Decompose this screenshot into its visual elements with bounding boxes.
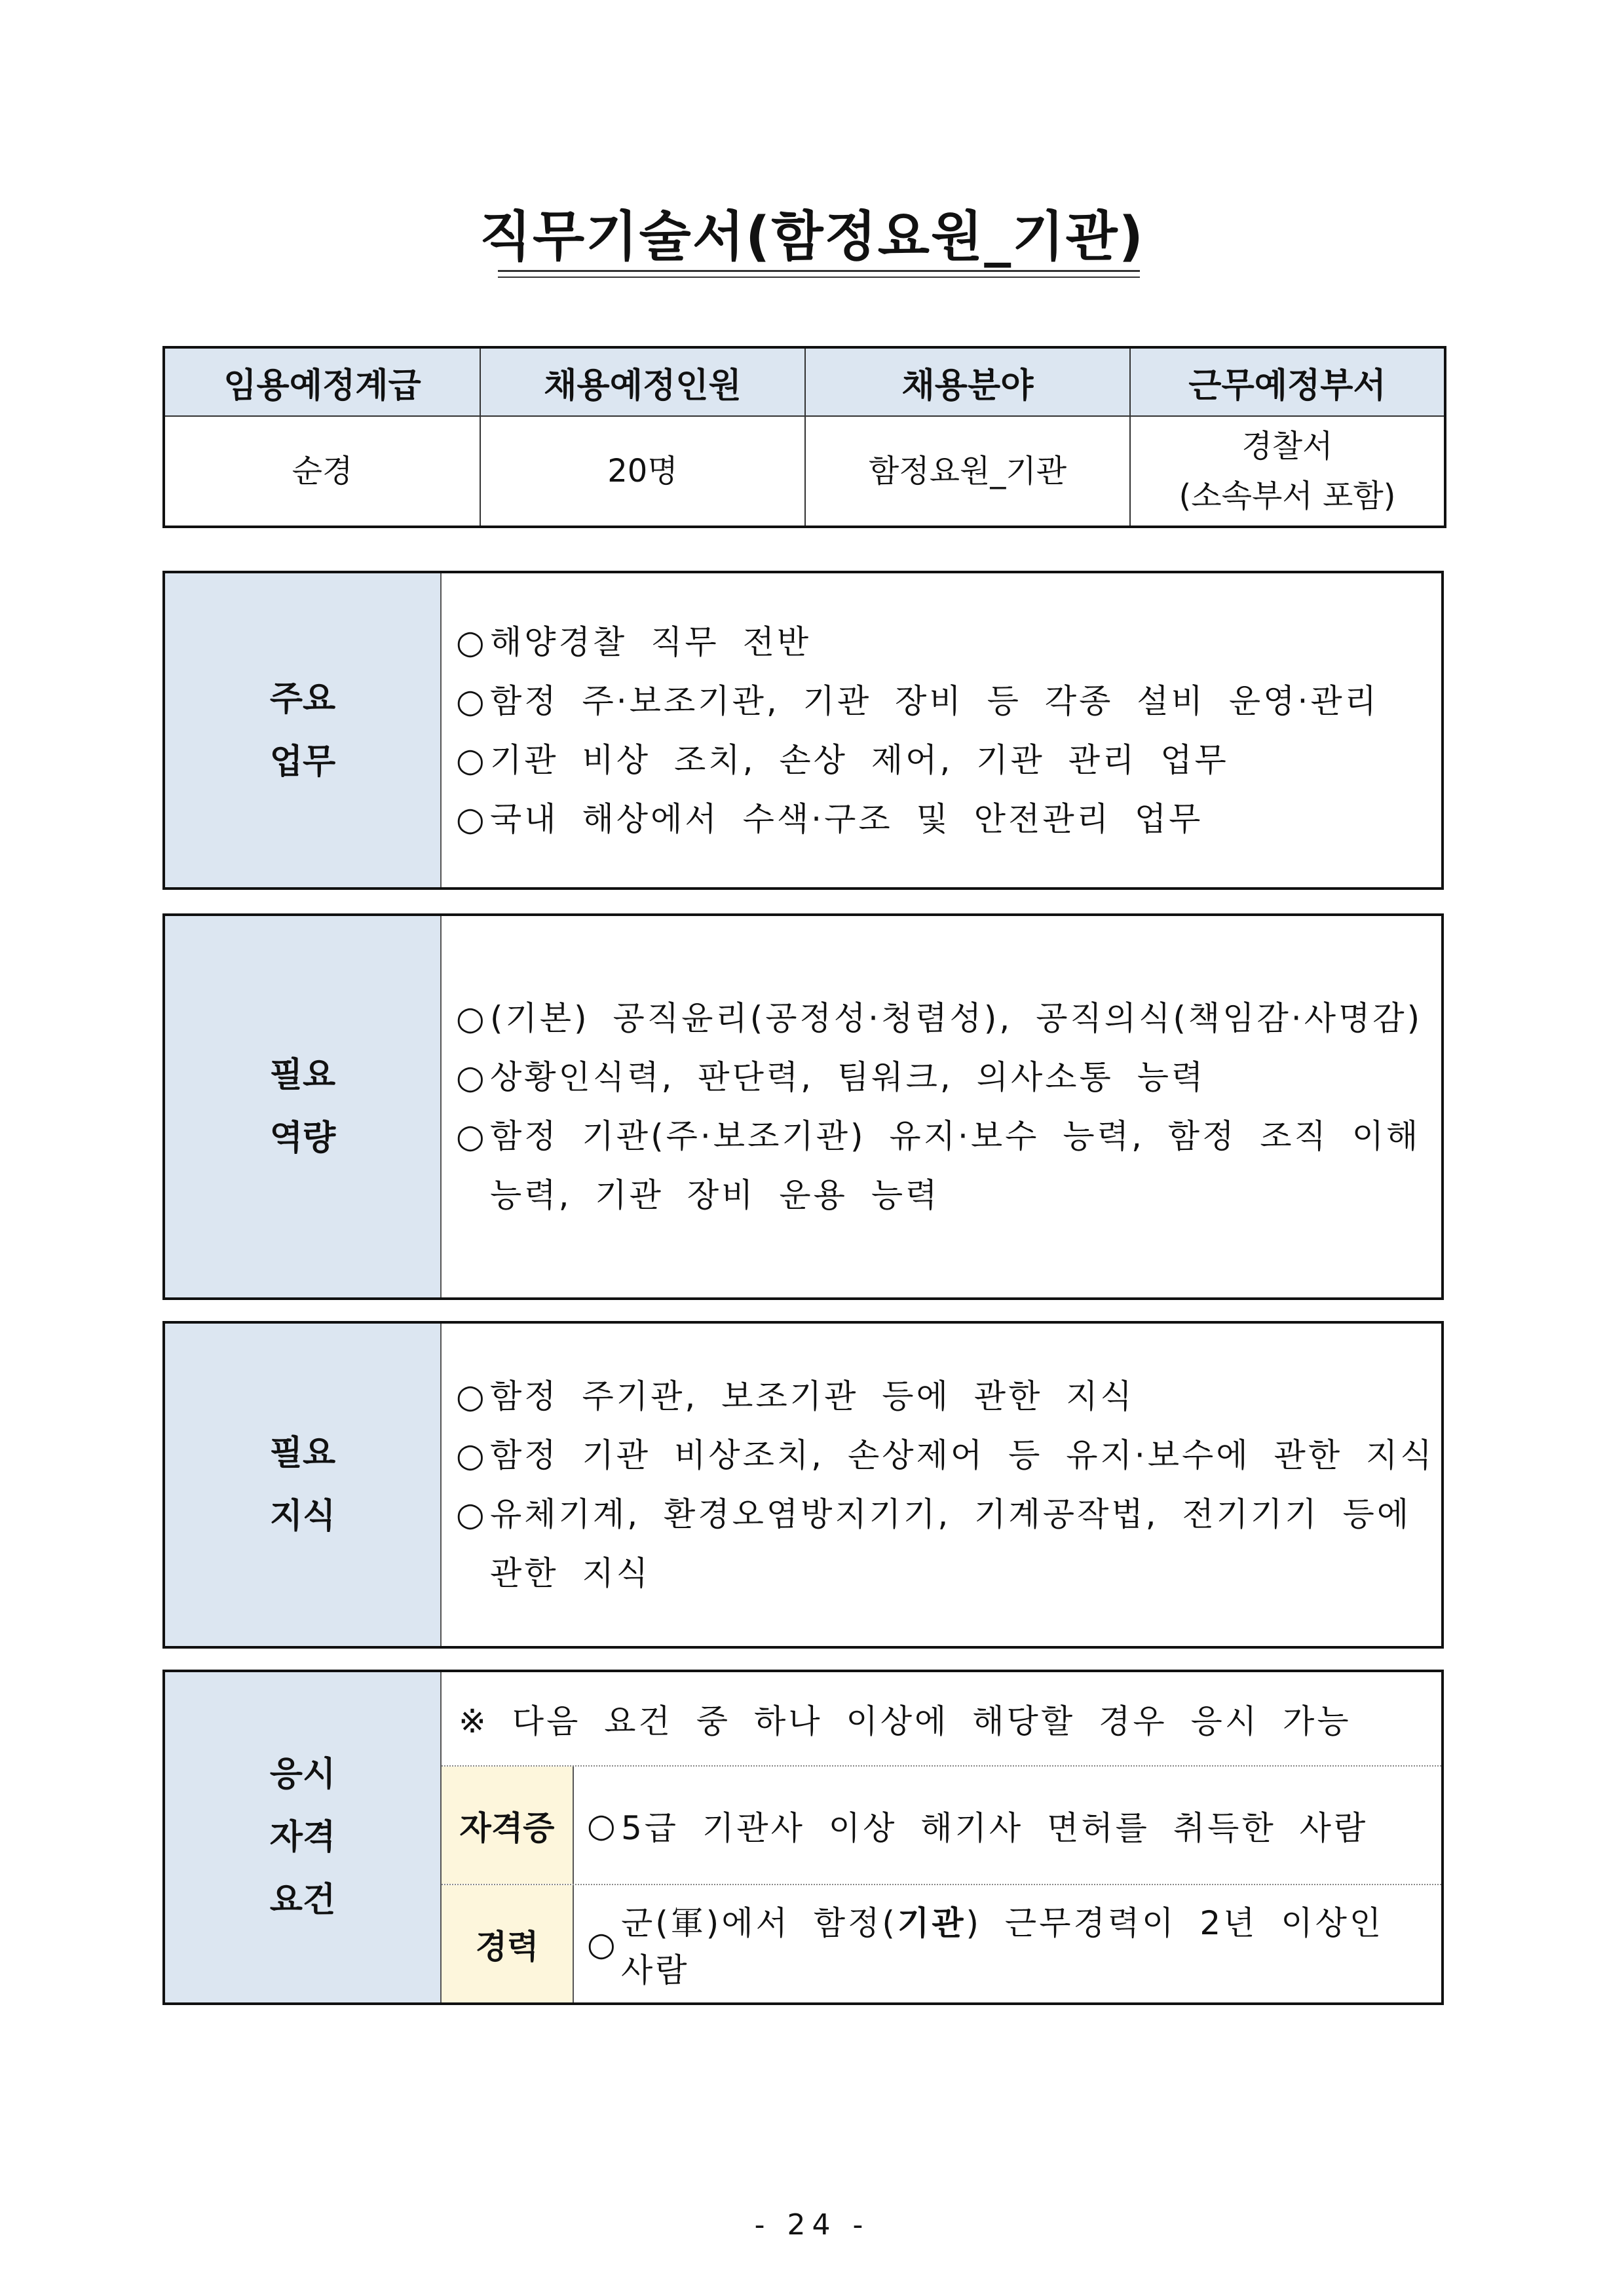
list-item xyxy=(456,613,1436,672)
value-rank: 순경 xyxy=(164,416,480,527)
item-text: 해양경찰 직무 전반 xyxy=(490,622,812,661)
qualifications-section xyxy=(162,1670,1444,2005)
list-item xyxy=(456,1107,1436,1225)
main-duties-section xyxy=(162,571,1444,890)
qualification-text xyxy=(574,1767,1441,1884)
qualification-text-value xyxy=(621,1897,1441,1991)
item-text: 기관 비상 조치, 손상 제어, 기관 관리 업무 xyxy=(490,740,1229,779)
heading-line: 필요 xyxy=(269,1056,336,1095)
department-note: (소속부서 포함) xyxy=(1179,478,1396,514)
bullet-icon: ○ xyxy=(456,1436,487,1474)
item-text: 상황인식력, 판단력, 팀워크, 의사소통 능력 xyxy=(490,1058,1206,1096)
item-text: 함정 주기관, 보조기관 등에 관한 지식 xyxy=(490,1377,1135,1415)
heading-line: 응시 xyxy=(269,1755,336,1794)
main-duties-list xyxy=(442,573,1441,887)
info-header-row xyxy=(164,347,1445,416)
bullet-icon: ○ xyxy=(456,799,487,838)
header-field: 채용분야 xyxy=(805,347,1130,416)
bullet-icon: ○ xyxy=(456,622,487,661)
competencies-section xyxy=(162,913,1444,1300)
page-number: - 24 - xyxy=(754,2208,870,2242)
competencies-list xyxy=(442,916,1441,1297)
bullet-icon: ○ xyxy=(456,740,487,779)
item-text: 국내 해상에서 수색·구조 및 안전관리 업무 xyxy=(490,799,1203,838)
heading-line: 주요 xyxy=(269,679,336,719)
qualification-label: 경력 xyxy=(442,1885,574,2002)
bullet-icon: ○ xyxy=(456,1495,487,1533)
bullet-icon: ○ xyxy=(456,1058,487,1096)
career-text-after: ) 근무경력이 2년 이상인 사람 xyxy=(621,1904,1384,1989)
header-headcount: 채용예정인원 xyxy=(480,347,805,416)
main-duties-heading xyxy=(165,573,442,887)
competencies-heading xyxy=(165,916,442,1297)
value-department xyxy=(1130,416,1445,527)
knowledge-list xyxy=(442,1324,1441,1646)
bullet-icon: ○ xyxy=(587,1924,618,1963)
knowledge-heading xyxy=(165,1324,442,1646)
heading-line: 필요 xyxy=(269,1434,336,1473)
item-text: (기본) 공직윤리(공정성·청렴성), 공직의식(책임감·사명감) xyxy=(490,999,1423,1037)
heading-line: 자격 xyxy=(269,1818,336,1857)
bullet-icon: ○ xyxy=(587,1806,618,1845)
info-table xyxy=(162,346,1446,528)
item-text: 함정 주·보조기관, 기관 장비 등 각종 설비 운영·관리 xyxy=(490,681,1379,720)
list-item xyxy=(456,1367,1436,1426)
qualification-row-career xyxy=(442,1884,1441,2002)
value-headcount: 20명 xyxy=(480,416,805,527)
list-item xyxy=(456,731,1436,790)
list-item xyxy=(456,989,1436,1048)
qualification-text-value: 5급 기관사 이상 해기사 면허를 취득한 사람 xyxy=(621,1808,1369,1847)
item-text: 함정 기관(주·보조기관) 유지·보수 능력, 함정 조직 이해능력, 기관 장비 운용 능력 xyxy=(490,1117,1421,1214)
qualification-row-license xyxy=(442,1767,1441,1884)
qualifications-heading xyxy=(165,1672,442,2002)
list-item xyxy=(456,790,1436,849)
item-text: 함정 기관 비상조치, 손상제어 등 유지·보수에 관한 지식 xyxy=(490,1436,1435,1474)
list-item xyxy=(456,1048,1436,1107)
bullet-icon: ○ xyxy=(456,1117,487,1155)
page-title: 직무기술서(함정요원_기관) xyxy=(479,206,1145,268)
header-department: 근무예정부서 xyxy=(1130,347,1445,416)
info-value-row xyxy=(164,416,1445,527)
list-item xyxy=(456,1426,1436,1485)
value-field: 함정요원_기관 xyxy=(805,416,1130,527)
career-text-bold: 기관 xyxy=(897,1904,966,1942)
qualification-label: 자격증 xyxy=(442,1767,574,1884)
header-rank: 임용예정계급 xyxy=(164,347,480,416)
heading-line: 요건 xyxy=(269,1881,336,1920)
heading-line: 업무 xyxy=(269,742,336,782)
qualifications-body xyxy=(442,1672,1441,2002)
bullet-icon: ○ xyxy=(456,1377,487,1415)
item-text: 유체기계, 환경오염방지기기, 기계공작법, 전기기기 등에 관한 지식 xyxy=(490,1495,1412,1592)
list-item xyxy=(456,1485,1436,1603)
list-item xyxy=(456,672,1436,731)
bullet-icon: ○ xyxy=(456,999,487,1037)
heading-line: 역량 xyxy=(269,1119,336,1158)
bullet-icon: ○ xyxy=(456,681,487,720)
qualification-text xyxy=(574,1885,1441,2002)
heading-line: 지식 xyxy=(269,1497,336,1536)
department-name: 경찰서 xyxy=(1241,428,1333,465)
qualifications-note: ※ 다음 요건 중 하나 이상에 해당할 경우 응시 가능 xyxy=(442,1672,1441,1767)
title-underline xyxy=(498,270,1140,278)
knowledge-section xyxy=(162,1321,1444,1649)
career-text-before: 군(軍)에서 함정( xyxy=(621,1904,897,1942)
